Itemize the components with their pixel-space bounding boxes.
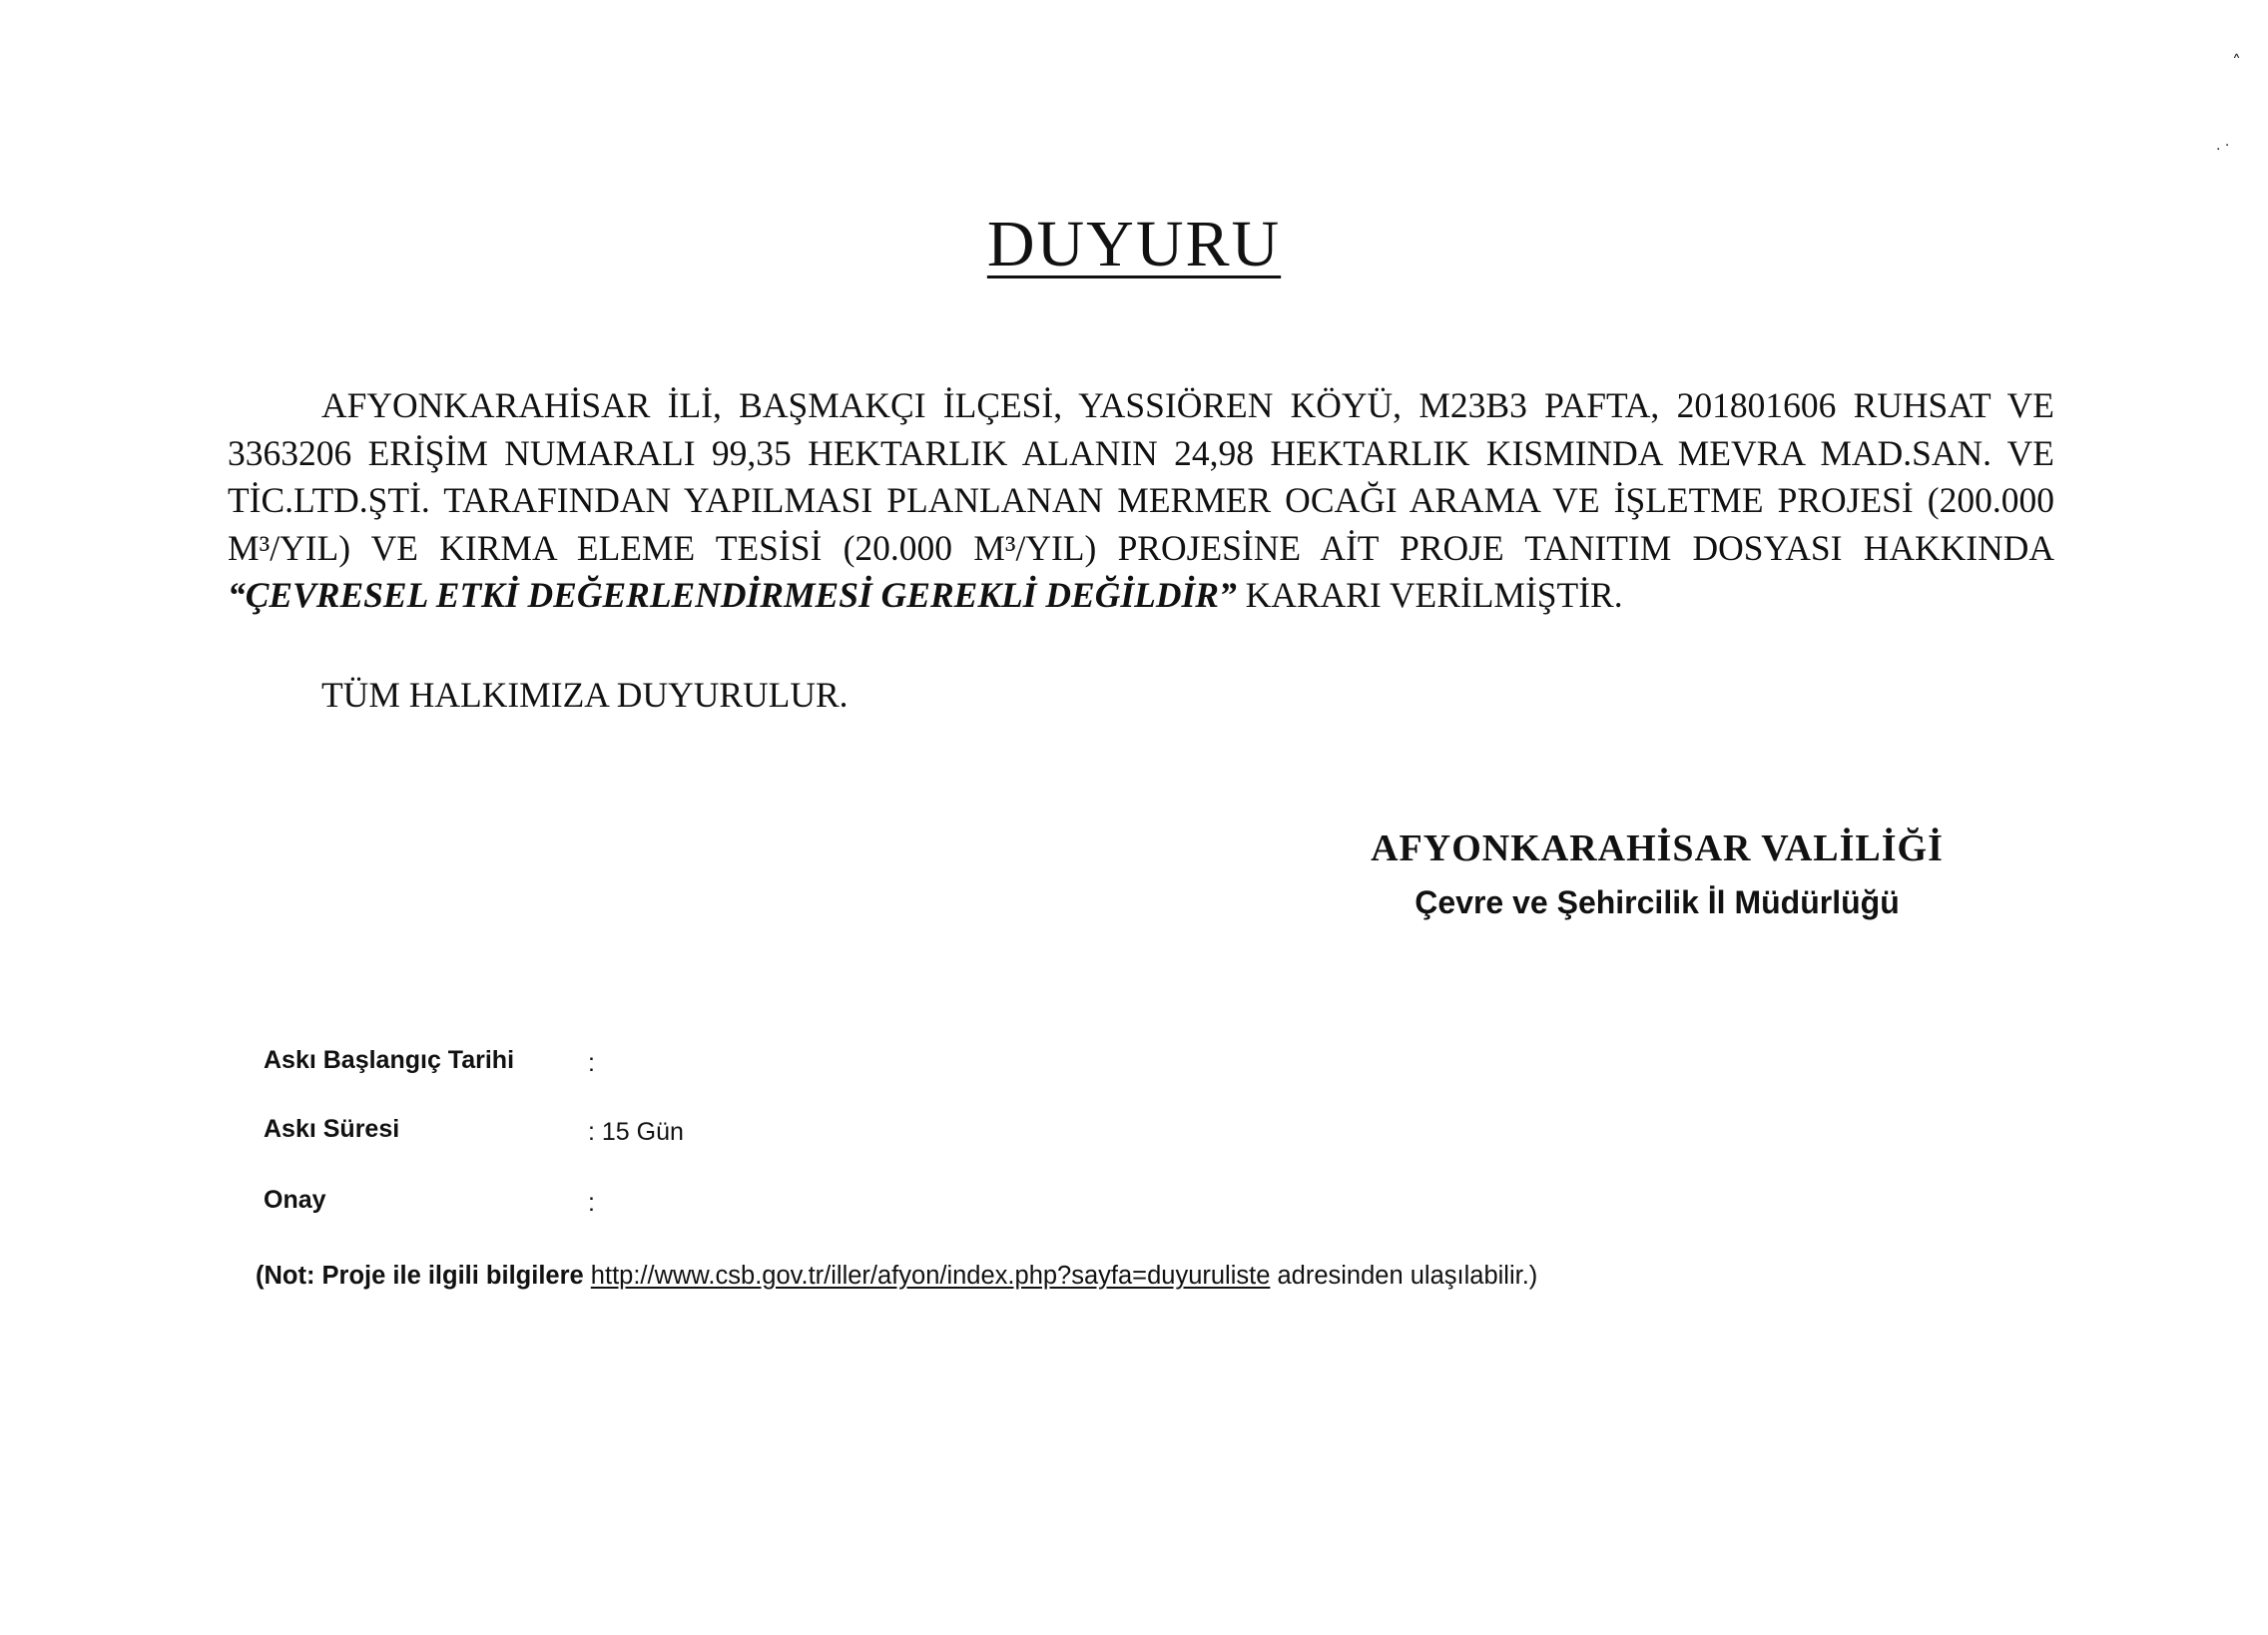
title-text: DUYURU <box>986 208 1282 280</box>
signature-department: Çevre ve Şehircilik İl Müdürlüğü <box>1415 884 1900 920</box>
duration-value: : 15 Gün <box>588 1118 684 1146</box>
duration-label: Askı Süresi <box>264 1115 400 1143</box>
scan-mark-top: ˄ <box>2232 52 2241 73</box>
scan-mark-mid: . · <box>2216 138 2230 154</box>
start-date-value: : <box>588 1049 595 1077</box>
note-suffix: adresinden ulaşılabilir.) <box>1270 1262 1538 1290</box>
closing-line: TÜM HALKIMIZA DUYURULUR. <box>321 675 849 715</box>
approval-value: : <box>588 1189 595 1217</box>
start-date-label: Askı Başlangıç Tarihi <box>264 1046 515 1074</box>
paragraph-emphasis: “ÇEVRESEL ETKİ DEĞERLENDİRMESİ GEREKLİ DEĞİLDİR” <box>228 575 1237 615</box>
note-prefix: (Not: Proje ile ilgili bilgilere <box>256 1262 591 1290</box>
paragraph-part-1: AFYONKARAHİSAR İLİ, BAŞMAKÇI İLÇESİ, YASSIÖREN KÖYÜ, M23B3 PAFTA, 201801606 RUHSAT VE 3363206 ERİŞİM NUMARALI 99,35 HEKTARLIK ALANIN 24,98 HEKTARLIK KISMINDA MEVRA MAD.SAN. VE TİC.LTD.ŞTİ. TARAFINDAN YAPILMASI PLANLANAN MERMER OCAĞI ARAMA VE İŞLETME PROJESİ (200.000 M³/YIL) VE KIRMA ELEME TESİSİ (20.000 M³/YIL) PROJESİNE AİT PROJE TANITIM DOSYASI HAKKINDA <box>228 385 2054 568</box>
paragraph-part-2: KARARI VERİLMİŞTİR. <box>1236 575 1623 615</box>
note-line <box>256 1260 2052 1292</box>
signature-organization: AFYONKARAHİSAR VALİLİĞİ <box>1371 827 1944 869</box>
approval-label: Onay <box>264 1186 326 1214</box>
note-link[interactable]: http://www.csb.gov.tr/iller/afyon/index.php?sayfa=duyuruliste <box>590 1262 1271 1290</box>
announcement-paragraph <box>228 382 2054 620</box>
page-title <box>0 208 2268 280</box>
